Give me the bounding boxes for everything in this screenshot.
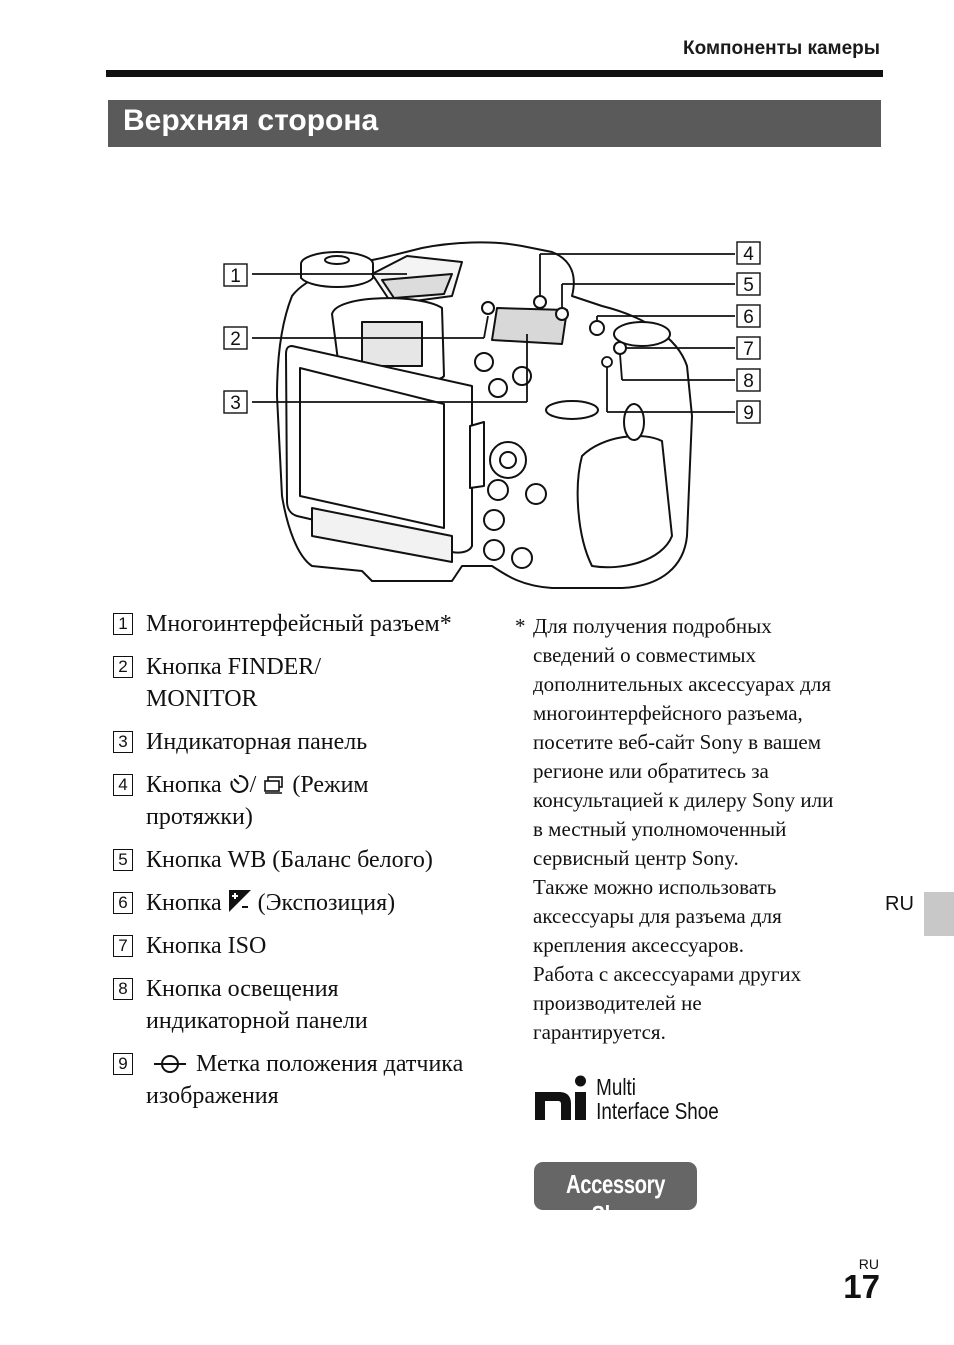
legend-item [110, 608, 470, 640]
legend-text: протяжки) [146, 804, 253, 830]
continuous-drive-icon [262, 775, 286, 795]
legend-number: 2 [113, 656, 133, 678]
legend-item [110, 844, 470, 876]
footnote-line: сервисный центр Sony. [533, 846, 739, 870]
header-section-name: Компоненты камеры [683, 38, 880, 59]
legend-text: (Экспозиция) [257, 890, 396, 916]
legend-number: 6 [113, 892, 133, 914]
footnote-line: в местный уполномоченный [533, 817, 787, 841]
multi-interface-shoe-logo [533, 1074, 743, 1124]
callout-5: 5 [743, 275, 754, 296]
footnote-line: Для получения подробных [533, 614, 772, 638]
logo-multi-text: Multi [596, 1075, 636, 1101]
accessory-shoe-logo [534, 1162, 697, 1230]
legend-text: Кнопка WB (Баланс белого) [146, 847, 433, 873]
logo-interface-shoe-text: Interface Shoe [596, 1099, 719, 1124]
footnote-line: регионе или обратитесь за [533, 759, 769, 783]
camera-top-diagram [222, 236, 767, 598]
footnote-line: консультацией к дилеру Sony или [533, 788, 834, 812]
legend-item: 4 Кнопка / (Режим протяжки) [110, 769, 470, 833]
callout-4: 4 [743, 244, 754, 265]
footnote-line: посетите веб-сайт Sony в вашем [533, 730, 822, 754]
legend-number: 9 [113, 1053, 133, 1075]
footnote-asterisk: * [515, 614, 526, 638]
self-timer-icon [228, 773, 250, 795]
parts-legend [110, 608, 470, 1123]
image-sensor-mark-icon [150, 1054, 190, 1074]
callout-9: 9 [743, 403, 754, 424]
legend-text: Кнопка FINDER/ [146, 654, 321, 680]
legend-number: 4 [113, 774, 133, 796]
legend-text: Индикаторная панель [146, 729, 368, 755]
callout-3: 3 [230, 393, 241, 414]
legend-item [110, 973, 470, 1037]
footnote-line: дополнительных аксессуарах для [533, 672, 831, 696]
callout-8: 8 [743, 371, 754, 392]
legend-text: Кнопка ISO [146, 933, 267, 959]
callout-2: 2 [230, 329, 241, 350]
legend-number: 7 [113, 935, 133, 957]
callout-6: 6 [743, 307, 754, 328]
accessory-shoe-text: Accessory Shoe [565, 1169, 666, 1230]
legend-item [110, 1048, 470, 1112]
footnote-line: Работа с аксессуарами других [533, 962, 802, 986]
legend-number: 3 [113, 731, 133, 753]
legend-item [110, 930, 470, 962]
language-tab [924, 892, 954, 936]
legend-text: Кнопка [146, 890, 222, 916]
legend-item [110, 726, 470, 758]
callout-1: 1 [230, 266, 241, 287]
footnote-line: многоинтерфейсного разъема, [533, 701, 803, 725]
section-bar [108, 100, 881, 147]
footnote-line: крепления аксессуаров. [533, 933, 744, 957]
legend-text: Кнопка [146, 772, 222, 798]
page-language: RU [858, 1256, 879, 1272]
exposure-compensation-icon [228, 889, 252, 913]
legend-item [110, 651, 470, 715]
legend-text: MONITOR [146, 686, 258, 712]
header-rule [106, 70, 883, 77]
legend-text: Метка положения датчика изображения [146, 1051, 464, 1109]
legend-text: Многоинтерфейсный разъем* [146, 611, 452, 637]
callout-7: 7 [743, 339, 754, 360]
page-number: 17 [843, 1268, 880, 1305]
footnote-line: аксессуары для разъема для [533, 904, 782, 928]
legend-number: 1 [113, 613, 133, 635]
footnote-line: сведений о совместимых [533, 643, 757, 667]
legend-number: 5 [113, 849, 133, 871]
footnote-line: производителей не [533, 991, 702, 1015]
legend-text: (Режим [292, 772, 369, 798]
footnote [515, 612, 885, 1047]
footnote-line: гарантируется. [533, 1020, 666, 1044]
legend-text: Кнопка освещения индикаторной панели [146, 976, 368, 1034]
language-tab-label: RU [885, 893, 914, 915]
footnote-line: Также можно использовать [533, 875, 777, 899]
legend-number: 8 [113, 978, 133, 1000]
section-title: Верхняя сторона [123, 104, 379, 137]
legend-item [110, 887, 470, 919]
